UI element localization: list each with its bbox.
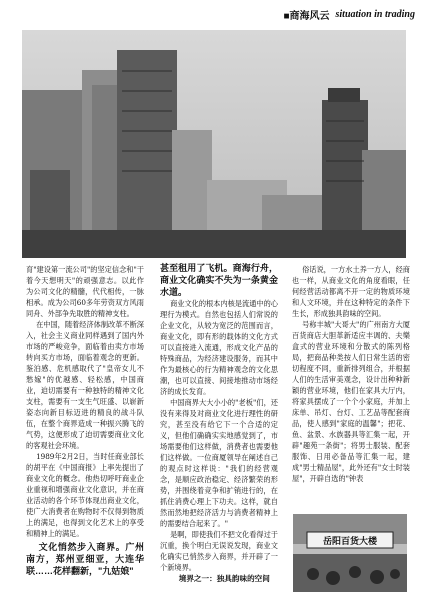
store-sign: 岳阳百货大楼 (322, 537, 378, 547)
section-header (283, 6, 415, 22)
skyline-illustration (22, 30, 406, 258)
header-title: ■商海风云 (283, 10, 330, 22)
city-skyline-photo (22, 30, 406, 258)
col3-paragraph-1: 俗话说，一方水土养一方人，经商也一样，从商业文化的角度看眼，任何经营活动都离不开一定的物质环境和人文环境，并在这种特定的条件下生长，形成独具韵味的空间。 (292, 265, 410, 318)
text-column-3 (292, 264, 410, 484)
col2-paragraph-3: 是啊，即使我们不把文化看得过于沉重，换个明白无误说发现，商业文化确实已悄然步入商界，并开辟了一个新境界。 (160, 530, 278, 572)
col2-paragraph-1: 商业文化的根本内核是流通中的心理行为模式。自然也包括人们常说的企业文化，从较为宽泛的范围而言，商业文化，即有形的载体的文化方式可以直接进入流通，形成文化产品的特殊商品，为经济建设服务，而其中作为最核心的行为精神观念的文化思潮，也可以直接、间接地推动市场经济的成长发育。 (160, 299, 278, 396)
col1-paragraph-3: 1989年2月2日，当时任商业部长的胡平在《中国商报》上率先提出了商业文化的概念。他热切呼吁商业企业重视和增强商业文化意识，并在商业活动的各个环节体现出商业文化，使广大消费者在购物时不仅得到物质上的满足，也得到文化艺术上的享受和精神上的满足。 (26, 452, 144, 538)
col2-headline: 甚至租用了飞机。商海行舟，商业文化确实不失为一条黄金水道。 (160, 263, 278, 297)
store-front-photo (293, 514, 407, 592)
col1-headline: 文化悄然步入商界。广州南方，郑州亚细亚，大连华联……花样翻新，"九姑娘" (26, 542, 144, 576)
text-column-1 (26, 264, 144, 577)
col1-paragraph-1: 育"建设第一流公司"的坚定信念和"干着今天想明天"的顽强意志。以此作为公司文化的精髓，代代相传，一脉相承。成为公司60多年劳资双方风雨同舟、外部争先取胜的精神支柱。 (26, 265, 144, 318)
col2-subhead: 境界之一：独具韵味的空间 (178, 574, 270, 583)
col3-paragraph-2: 号称丰城"大哥大"的广州南方大厦百货商店大胆革新适应丰调的、夫樂盒式的营业环境和分散式的陈列格局，把商品种类按人们日常生活的密切程度不同，重新排列组合，并根据人们的生活审美观念，设计出种种新颖的营业环境，他们在家具大厅内，将家具摆成了一个个小家庭，并加上床单、吊灯、台灯、工艺品等配套商品，使人感到"家庭的温馨"；把花、鱼、盆景、水族器具等汇集一起，开辟"趣苑一条街"；将男士服装、配套服饰、日用必备品等汇集一起，建成"男士精品屋"，此外还有"女士时装屋"，开辟自选的"钟表 (292, 320, 410, 483)
header-subtitle: situation in trading (335, 8, 415, 20)
col2-paragraph-2: 中国商界大大小小的"老板"们，还没有来得及对商业文化进行理性的研究，甚至没有给它下一个合适的定义，但他们确确实实地感觉到了，市场需要他们这样做，消费者也需要他们这样做。一位商厦领导在阐述自己的观点时这样说："我们的经营观念，是顺应政治稳定、经济繁荣的形势，并围绕着竞争和扩销进行的，在抓住消费心理上下功夫。这样，就自然而然地把经济活力与消费者精神上的需要结合起来了。" (160, 398, 278, 528)
store-illustration (293, 514, 407, 592)
col1-paragraph-2: 在中国，随着经济体制改革不断深入，社会主义商业同样遇到了国内外市场的严峻竞争，面临着由卖方市场转向买方市场，面临着观念的更新。鉴泊感、危机感取代了"皇帝女儿不愁嫁"的优越感、轻松感，中国商业，迫切需要有一种独特的精神文化支柱，需要有一支生气旺盛、以崭新姿态向新目标迈进的精良的战斗队伍，在整个商界造成一种振兴腾飞的气势，这便形成了迫切需要商业文化的客观社会环境。 (26, 320, 144, 450)
text-column-2 (160, 262, 278, 584)
